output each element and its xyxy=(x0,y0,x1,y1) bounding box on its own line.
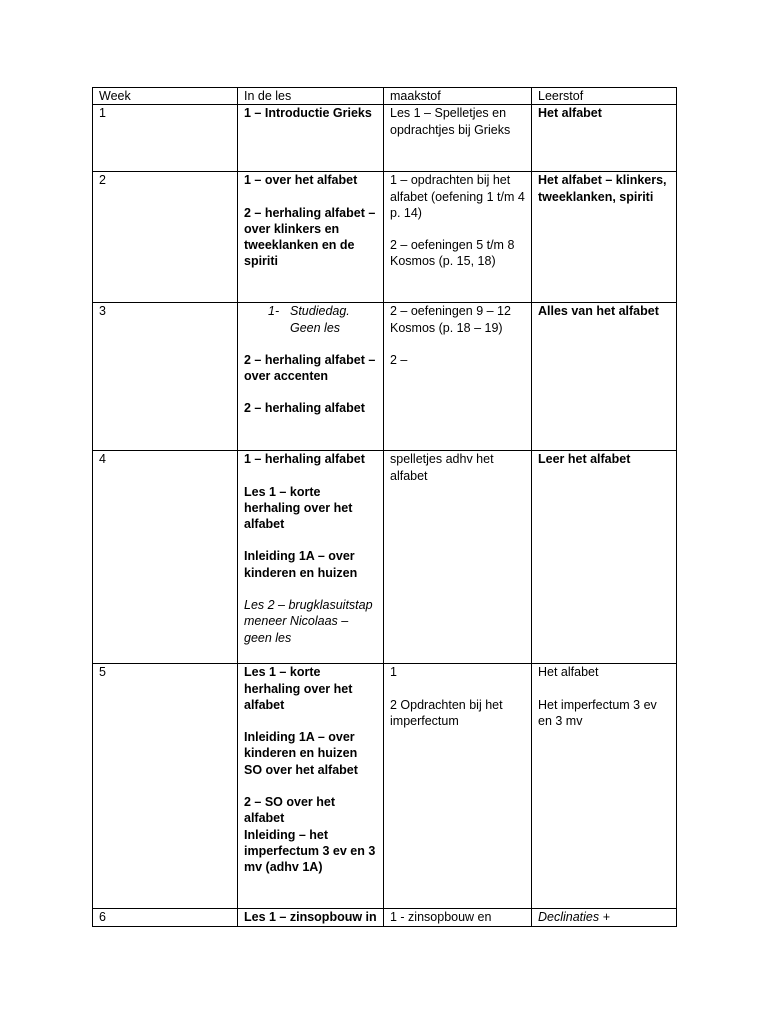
cell-week xyxy=(93,303,238,451)
week-number: 2 xyxy=(99,173,106,188)
lesson-text: 1 – herhaling alfabet xyxy=(244,452,365,467)
table-row xyxy=(93,303,677,451)
lesson-text: 2 – SO over het alfabet xyxy=(244,795,336,826)
table-row xyxy=(93,909,677,926)
leerstof-text: Het alfabet xyxy=(538,106,602,121)
lesson-text: 2 – herhaling alfabet – over klinkers en tweeklanken en de spiriti xyxy=(244,205,376,269)
cell-maakstof xyxy=(384,451,532,664)
lesson-text: Les 1 – zinsopbouw in xyxy=(244,910,377,925)
lesson-text: 2 – herhaling alfabet xyxy=(244,401,365,416)
maakstof-text: 2 – xyxy=(390,352,408,367)
maakstof-text: 2 – oefeningen 5 t/m 8 Kosmos (p. 15, 18) xyxy=(390,238,515,269)
cell-week xyxy=(93,172,238,303)
cell-in-de-les xyxy=(238,303,384,451)
lesson-text: Inleiding 1A – over kinderen en huizen xyxy=(244,730,358,761)
leerstof-text: Leer het alfabet xyxy=(538,452,631,467)
header-maakstof: maakstof xyxy=(384,88,532,105)
lesson-text: SO over het alfabet xyxy=(244,762,358,777)
table-row xyxy=(93,172,677,303)
maakstof-text: 1 - zinsopbouw en xyxy=(390,910,492,925)
cell-leerstof xyxy=(532,664,677,909)
cell-week xyxy=(93,451,238,664)
cell-leerstof xyxy=(532,172,677,303)
cell-in-de-les xyxy=(238,909,384,926)
maakstof-text: 1 xyxy=(390,665,397,680)
header-in-de-les: In de les xyxy=(238,88,384,105)
cell-week xyxy=(93,105,238,172)
leerstof-text: Alles van het alfabet xyxy=(538,304,659,319)
maakstof-text: spelletjes adhv het alfabet xyxy=(390,452,494,483)
lesson-text: 1 – over het alfabet xyxy=(244,173,358,188)
table-row xyxy=(93,451,677,664)
cell-leerstof xyxy=(532,105,677,172)
cell-in-de-les xyxy=(238,451,384,664)
table-row xyxy=(93,664,677,909)
cell-leerstof xyxy=(532,451,677,664)
cell-leerstof xyxy=(532,909,677,926)
maakstof-text: Les 1 – Spelletjes en opdrachtjes bij Grieks xyxy=(390,106,511,137)
cell-week xyxy=(93,909,238,926)
list-item-text: Studiedag. Geen les xyxy=(290,304,350,335)
week-number: 6 xyxy=(99,910,106,925)
leerstof-text: Het alfabet – klinkers, tweeklanken, spiriti xyxy=(538,173,667,204)
week-number: 3 xyxy=(99,304,106,319)
schedule-table xyxy=(92,87,677,927)
cell-maakstof xyxy=(384,303,532,451)
week-number: 4 xyxy=(99,452,106,467)
cell-in-de-les xyxy=(238,172,384,303)
maakstof-text: 2 Opdrachten bij het imperfectum xyxy=(390,697,503,728)
week-number: 1 xyxy=(99,106,106,121)
cell-leerstof xyxy=(532,303,677,451)
lesson-text: 1 – Introductie Grieks xyxy=(244,106,372,121)
cell-in-de-les xyxy=(238,664,384,909)
maakstof-text: 2 – oefeningen 9 – 12 Kosmos (p. 18 – 19) xyxy=(390,304,511,335)
table-row xyxy=(93,105,677,172)
cell-maakstof xyxy=(384,909,532,926)
leerstof-text: Het alfabet xyxy=(538,665,599,680)
lesson-text: Les 1 – korte herhaling over het alfabet xyxy=(244,484,353,532)
header-leerstof: Leerstof xyxy=(532,88,677,105)
leerstof-text: Het imperfectum 3 ev en 3 mv xyxy=(538,697,657,728)
list-number: 1- xyxy=(268,304,280,319)
header-week: Week xyxy=(93,88,238,105)
lesson-text: 2 – herhaling alfabet – over accenten xyxy=(244,352,376,384)
numbered-list-item xyxy=(244,303,377,336)
cell-maakstof xyxy=(384,664,532,909)
cell-week xyxy=(93,664,238,909)
table-header-row xyxy=(93,88,677,105)
lesson-text: Inleiding – het imperfectum 3 ev en 3 mv (adhv 1A) xyxy=(244,827,376,875)
lesson-text: Inleiding 1A – over kinderen en huizen xyxy=(244,549,358,580)
cell-maakstof xyxy=(384,172,532,303)
lesson-text: Les 2 – brugklasuitstap meneer Nicolaas – geen les xyxy=(244,598,373,645)
lesson-text: Les 1 – korte herhaling over het alfabet xyxy=(244,665,353,712)
cell-in-de-les xyxy=(238,105,384,172)
cell-maakstof xyxy=(384,105,532,172)
week-number: 5 xyxy=(99,665,106,680)
maakstof-text: 1 – opdrachten bij het alfabet (oefening 1 t/m 4 p. 14) xyxy=(390,173,525,220)
leerstof-text: Declinaties + xyxy=(538,910,610,925)
